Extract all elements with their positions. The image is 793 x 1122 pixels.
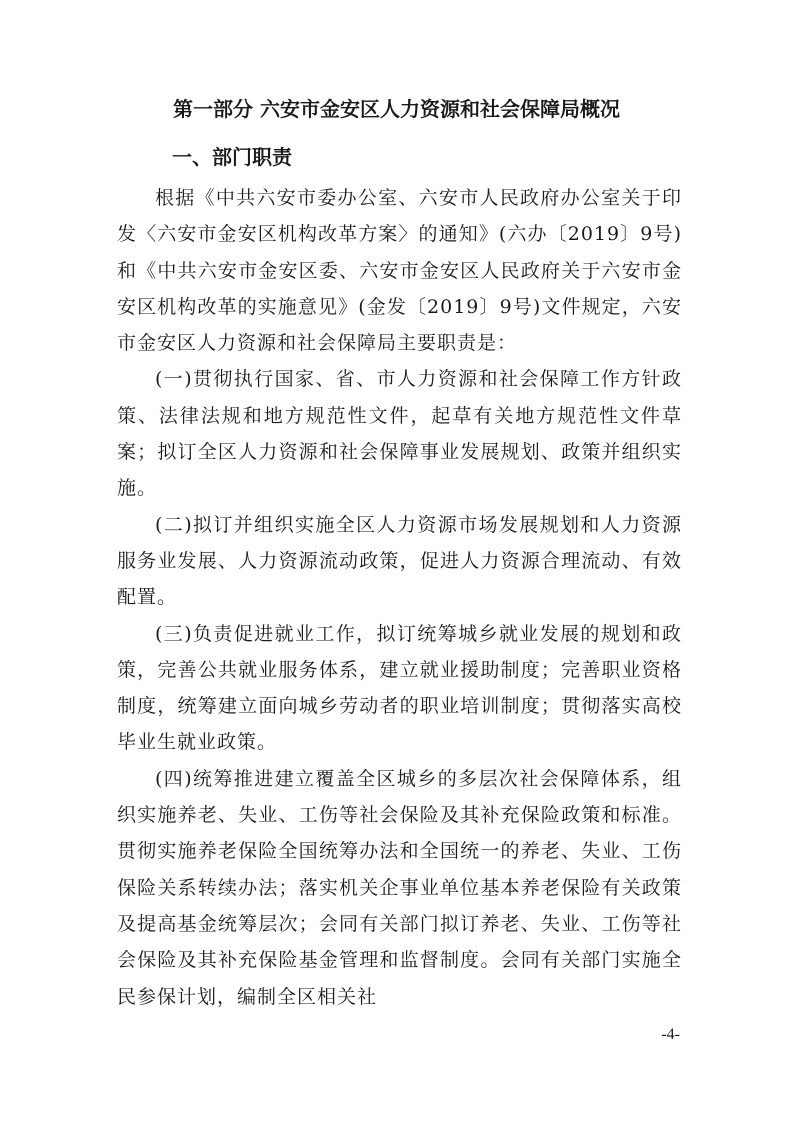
paragraph-duty-2: (二)拟订并组织实施全区人力资源市场发展规划和人力资源服务业发展、人力资源流动政策，促进人力资源合理流动、有效配置。 — [117, 513, 682, 609]
paragraph-duty-4: (四)统筹推进建立覆盖全区城乡的多层次社会保障体系，组织实施养老、失业、工伤等社会保险及其补充保险政策和标准。贯彻实施养老保险全国统筹办法和全国统一的养老、失业、工伤保险关系转续办法；落实机关企事业单位基本养老保险有关政策及提高基金统筹层次；会同有关部门拟订养老、失业、工伤等社会保险及其补充保险基金管理和监督制度。会同有关部门实施全民参保计划，编制全区相关社 — [117, 767, 682, 1008]
paragraph-duty-3: (三)负责促进就业工作，拟订统筹城乡就业发展的规划和政策，完善公共就业服务体系，建立就业援助制度；完善职业资格制度，统筹建立面向城乡劳动者的职业培训制度；贯彻落实高校毕业生就业政策。 — [117, 622, 682, 754]
paragraph-intro: 根据《中共六安市委办公室、六安市人民政府办公室关于印发〈六安市金安区机构改革方案〉的通知》(六办〔2019〕9号)和《中共六安市金安区委、六安市金安区人民政府关于六安市金安区机构改革的实施意见》(金发〔2019〕9号)文件规定，六安市金安区人力资源和社会保障局主要职责是： — [117, 187, 682, 355]
section-heading: 一、部门职责 — [172, 145, 292, 169]
page-number: -4- — [661, 1026, 680, 1043]
paragraph-duty-1: (一)贯彻执行国家、省、市人力资源和社会保障工作方针政策、法律法规和地方规范性文件，起草有关地方规范性文件草案；拟订全区人力资源和社会保障事业发展规划、政策并组织实施。 — [117, 368, 682, 500]
document-title: 第一部分 六安市金安区人力资源和社会保障局概况 — [173, 97, 620, 121]
body-text — [117, 180, 682, 1015]
